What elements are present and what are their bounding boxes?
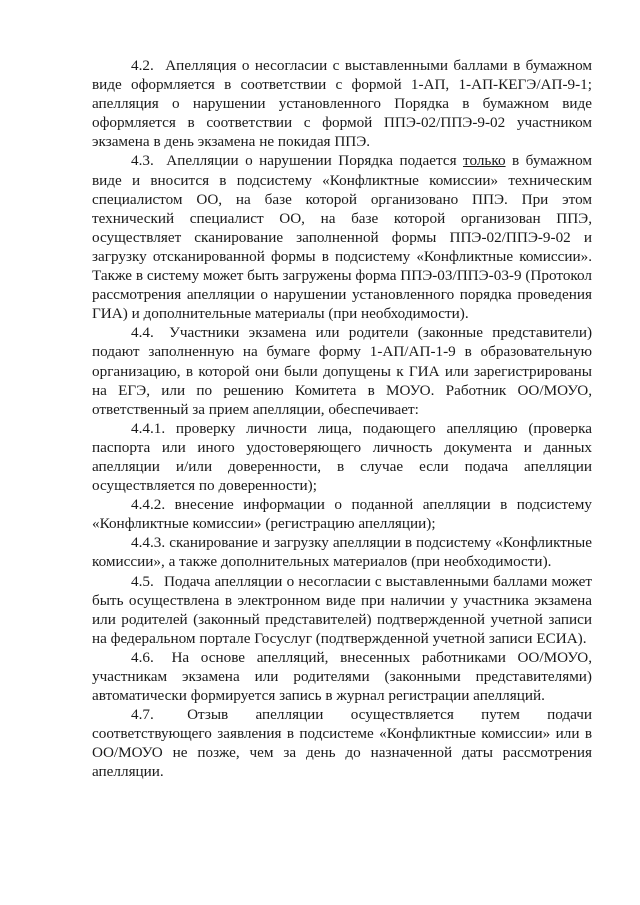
paragraph-number: 4.4.3. xyxy=(131,534,166,552)
paragraph-number: 4.4. xyxy=(131,324,154,342)
paragraph-4-4-3 xyxy=(92,533,592,571)
paragraph-text-end: в бумажном виде и вносится в подсистему «Конфликтные комиссии» техническим специалистом ОО, на базе которой организовано ППЭ. При этом технический специалист ОО, на базе которой организован ППЭ, осуществляет сканирование заполненной формы ППЭ-02/ППЭ-9-02 и загрузку отсканированной формы в подсистему «Конфликтные комиссии». Также в систему может быть загружены форма ППЭ-03/ППЭ-03-9 (Протокол рассмотрения апелляции о нарушении установленного порядка проведения ГИА) и дополнительные материалы (при необходимости). xyxy=(92,152,592,323)
paragraph-text: Участники экзамена или родители (законные представители) подают заполненную на бумаге форму 1-АП/АП-1-9 в образовательную организацию, в которой они были допущены к ГИА или зарегистрированы на ЕГЭ, или по решению Комитета в МОУО. Работник ОО/МОУО, ответственный за прием апелляции, обеспечивает: xyxy=(92,324,593,418)
paragraph-4-4-2 xyxy=(92,495,592,533)
paragraph-number: 4.2. xyxy=(131,57,154,74)
paragraph-4-5 xyxy=(92,572,592,648)
paragraph-4-4 xyxy=(92,323,592,418)
paragraph-4-6 xyxy=(92,648,592,705)
paragraph-4-7 xyxy=(92,705,592,781)
paragraph-4-4-1 xyxy=(92,419,592,495)
paragraph-number: 4.4.2. xyxy=(131,496,166,514)
paragraph-text: проверку личности лица, подающего апелляцию (проверка паспорта или иного удостоверяющего личность документа и данных апелляции и/или доверенности, в случае если подача апелляции осуществляется по доверенности); xyxy=(92,419,593,495)
paragraph-number: 4.4.1. xyxy=(131,419,166,437)
paragraph-number: 4.6. xyxy=(131,648,154,666)
paragraph-number: 4.7. xyxy=(131,706,154,724)
paragraph-text: Подача апелляции о несогласии с выставленными баллами может быть осуществлена в электронном виде при наличии у участника экзамена или родителей (законный представителей) подтвержденной учетной записи на федеральном портале Госуслуг (подтвержденной учетной записи ЕСИА). xyxy=(92,572,592,647)
underlined-emphasis: только xyxy=(463,152,506,170)
paragraph-number: 4.5. xyxy=(131,572,154,590)
paragraph-text-start: Апелляции о нарушении Порядка подается xyxy=(166,152,464,170)
paragraph-text: На основе апелляций, внесенных работниками ОО/МОУО, участникам экзамена или родителями (законными представителями) автоматически формируется запись в журнал регистрации апелляций. xyxy=(92,648,593,705)
paragraph-text: Отзыв апелляции осуществляется путем подачи соответствующего заявления в подсистеме «Конфликтные комиссии» или в ОО/МОУО не позже, чем за день до назначенной даты рассмотрения апелляции. xyxy=(92,706,592,781)
paragraph-text: внесение информации о поданной апелляции в подсистему «Конфликтные комиссии» (регистрацию апелляции); xyxy=(92,496,593,533)
document-page xyxy=(92,56,592,782)
paragraph-number: 4.3. xyxy=(131,152,154,170)
paragraph-text: Апелляция о несогласии с выставленными баллами в бумажном виде оформляется в соответствии с формой 1-АП, 1-АП-КЕГЭ/АП-9-1; апелляция о нарушении установленного Порядка в бумажном виде оформляется в соответствии с формой ППЭ-02/ППЭ-9-02 участником экзамена в день экзамена не покидая ППЭ. xyxy=(92,57,593,151)
paragraph-4-2 xyxy=(92,56,592,151)
paragraph-text: сканирование и загрузку апелляции в подсистему «Конфликтные комиссии», а также дополнительных материалов (при необходимости). xyxy=(92,534,593,571)
paragraph-4-3 xyxy=(92,151,592,323)
